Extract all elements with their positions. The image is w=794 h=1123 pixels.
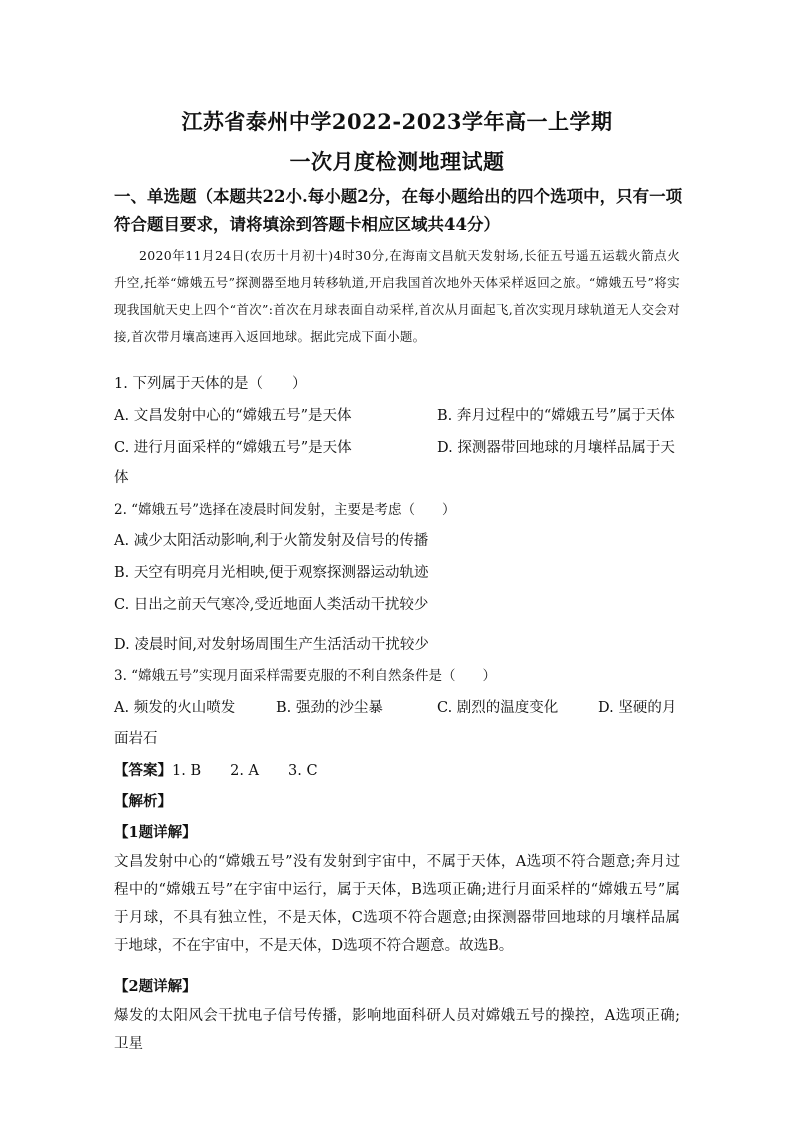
detail-2-label: 【2题详解】 xyxy=(114,978,197,995)
detail-1-text: 文昌发射中心的“嫦娥五号”没有发射到宇宙中，不属于天体，A选项不符合题意;奔月过程中的“嫦娥五号”在宇宙中运行，属于天体，B选项正确;进行月面采样的“嫦娥五号”属于月球，不具有独立性，不是天体，C选项不符合题意;由探测器带回地球的月壤样品属于地球，不在宇宙中，不是天体，D选项不符合题意。故选B。 xyxy=(114,854,680,954)
question-1-option-b: B. 奔月过程中的“嫦娥五号”属于天体 xyxy=(437,408,675,424)
answer-label: 【答案】 xyxy=(114,762,172,779)
question-2-option-c: C. 日出之前天气寒冷,受近地面人类活动干扰较少 xyxy=(114,597,429,613)
detail-2-text: 爆发的太阳风会干扰电子信号传播，影响地面科研人员对嫦娥五号的操控，A选项正确;卫星 xyxy=(114,1008,680,1052)
question-1-option-c: C. 进行月面采样的“嫦娥五号”是天体 xyxy=(114,440,352,456)
analysis-label: 【解析】 xyxy=(114,793,172,810)
question-3-option-c: C. 剧烈的温度变化 xyxy=(437,700,559,716)
question-2-option-a: A. 减少太阳活动影响,利于火箭发射及信号的传播 xyxy=(114,533,429,549)
document-title: 江苏省泰州中学2022-2023学年高一上学期 xyxy=(181,109,613,134)
question-2-option-d: D. 凌晨时间,对发射场周围生产生活活动干扰较少 xyxy=(114,637,429,653)
question-3-option-a: A. 频发的火山喷发 xyxy=(114,700,236,716)
answer-text: 1. B 2. A 3. C xyxy=(172,763,318,779)
question-2-stem: 2. “嫦娥五号”选择在凌晨时间发射，主要是考虑（ ） xyxy=(114,502,456,518)
question-3-stem: 3. “嫦娥五号”实现月面采样需要克服的不利自然条件是（ ） xyxy=(114,668,496,684)
question-1-option-d: D. 探测器带回地球的月壤样品属于天 xyxy=(437,440,675,456)
question-1-stem: 1. 下列属于天体的是（ ） xyxy=(114,376,307,392)
question-1-option-d-continued: 体 xyxy=(114,470,129,486)
detail-1-label: 【1题详解】 xyxy=(114,824,197,841)
question-3-option-b: B. 强劲的沙尘暴 xyxy=(276,700,383,716)
document-subtitle: 一次月度检测地理试题 xyxy=(289,149,505,174)
question-2-option-b: B. 天空有明亮月光相映,便于观察探测器运动轨迹 xyxy=(114,565,429,581)
question-1-option-a: A. 文昌发射中心的“嫦娥五号”是天体 xyxy=(114,408,352,424)
section-heading: 一、单选题（本题共22小.每小题2分，在每小题给出的四个选项中，只有一项符合题目要求，请将填涂到答题卡相应区域共44分） xyxy=(114,187,683,234)
question-3-option-d: D. 坚硬的月 xyxy=(598,700,677,716)
answer-line xyxy=(114,759,318,780)
question-3-option-d-continued: 面岩石 xyxy=(114,731,158,747)
reading-passage: 2020年11月24日(农历十月初十)4时30分,在海南文昌航天发射场,长征五号遥五运载火箭点火升空,托举“嫦娥五号”探测器至地月转移轨道,开启我国首次地外天体采样返回之旅。“嫦娥五号”将实现我国航天史上四个“首次”:首次在月球表面自动采样,首次从月面起飞,首次实现月球轨道无人交会对接,首次带月壤高速再入返回地球。据此完成下面小题。 xyxy=(114,248,680,344)
